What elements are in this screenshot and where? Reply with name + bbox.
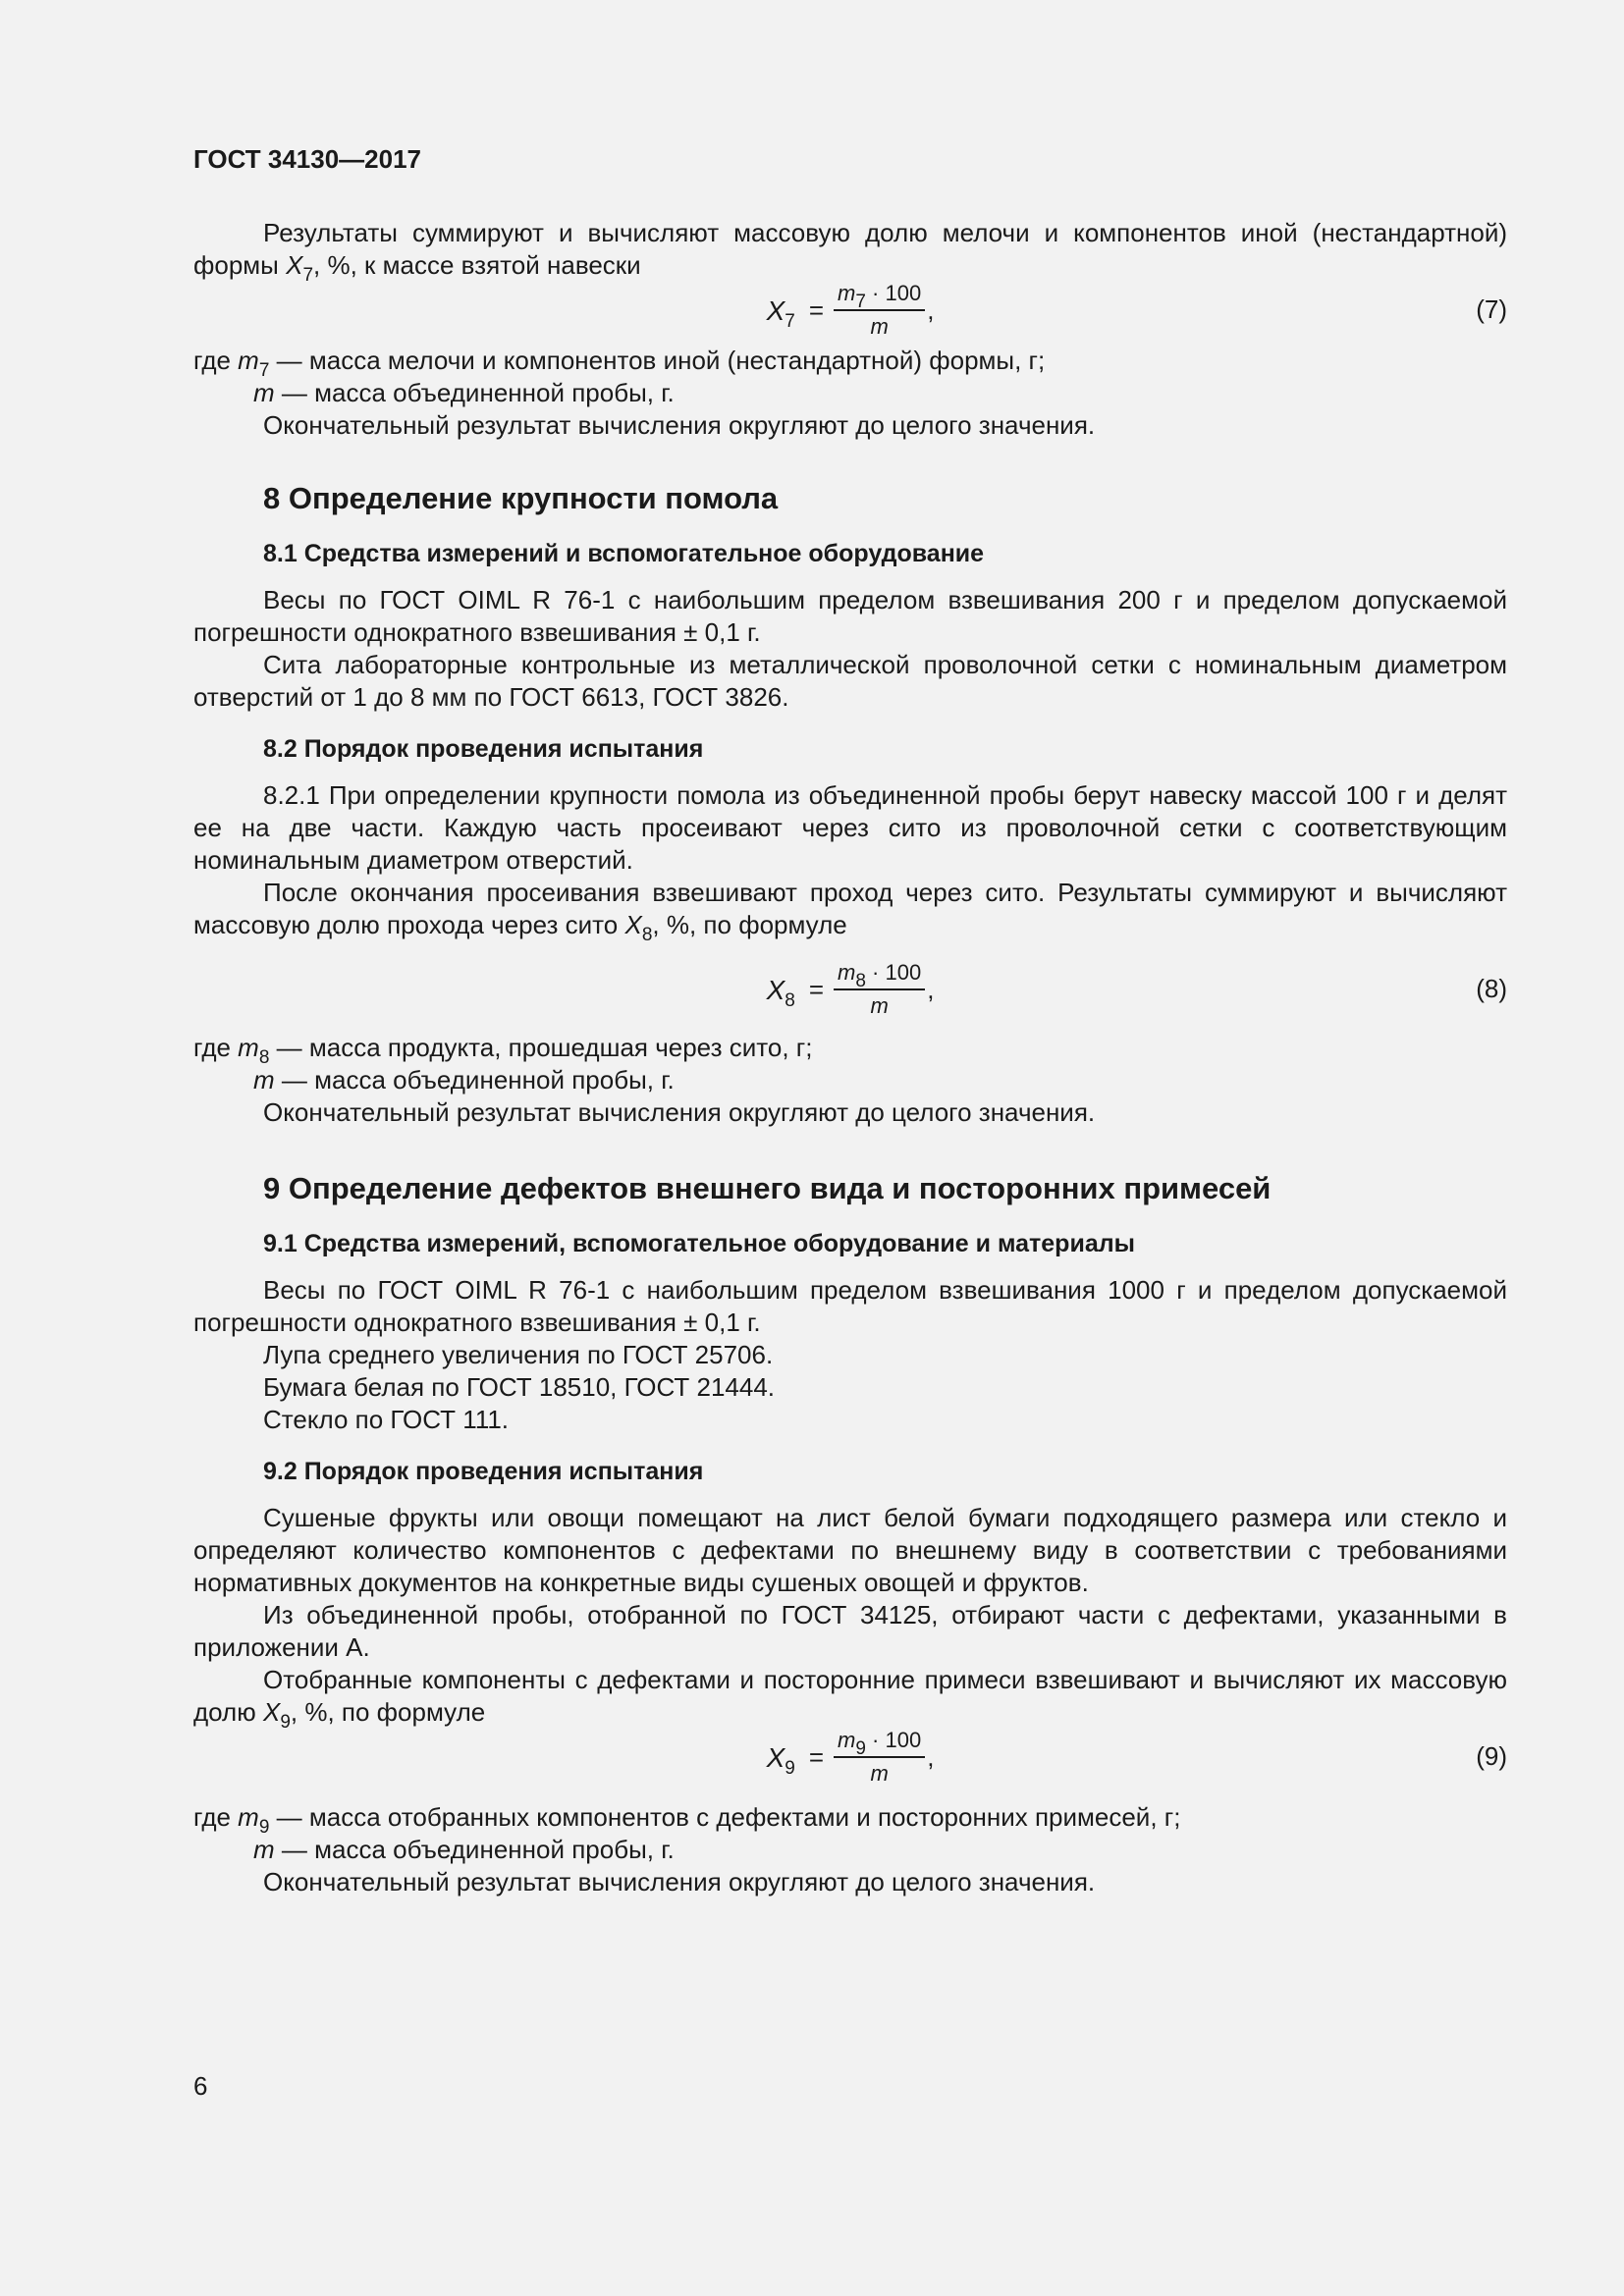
paragraph: Весы по ГОСТ OIML R 76-1 с наибольшим пределом взвешивания 200 г и пределом допускаемой погрешности однократного взвешивания ± 0,1 г. (193, 585, 1507, 647)
formula-lhs: X (766, 294, 785, 326)
subscript: 9 (280, 1712, 291, 1733)
variable: m (253, 378, 275, 407)
subscript: 7 (258, 360, 270, 381)
formula-number: (8) (1476, 974, 1507, 1003)
where-line (193, 1801, 1507, 1838)
text: , %, к массе взятой навески (313, 250, 641, 280)
final-result-note: Окончательный результат вычисления округляют до целого значения. (263, 1867, 1096, 1896)
formula-lhs-sub: 9 (785, 1757, 795, 1779)
numerator-rest: · 100 (865, 960, 922, 985)
text: После окончания просеивания взвешивают проход через сито. Результаты суммируют и вычисляют массовую долю прохода через сито (193, 878, 1507, 939)
subscript: 7 (302, 265, 314, 286)
final-result-note: Окончательный результат вычисления округляют до целого значения. (263, 410, 1096, 440)
paragraph: Из объединенной пробы, отобранной по ГОСТ 34125, отбирают части с дефектами, указанными в приложении А. (193, 1600, 1507, 1662)
formula-number: (7) (1476, 294, 1507, 324)
numerator-var: m (838, 281, 856, 305)
document-id-header: ГОСТ 34130—2017 (193, 144, 421, 174)
formula-7 (193, 270, 1507, 350)
subsection-8-2-title: 8.2 Порядок проведения испытания (263, 735, 704, 763)
text: , %, по формуле (290, 1697, 486, 1727)
text: — масса мелочи и компонентов иной (нестандартной) формы, г; (269, 346, 1046, 375)
numerator-sub: 9 (855, 1738, 866, 1759)
subsection-9-2-title: 9.2 Порядок проведения испытания (263, 1458, 704, 1485)
text: — масса продукта, прошедшая через сито, г; (269, 1033, 813, 1062)
text: где (193, 1802, 239, 1832)
formula-9 (193, 1717, 1507, 1797)
variable: m (253, 1835, 275, 1864)
page-number: 6 (193, 2071, 208, 2101)
variable: X (262, 1697, 281, 1727)
formula-comma: , (927, 1741, 935, 1772)
page-content (193, 143, 1507, 1898)
paragraph: 8.2.1 При определении крупности помола из объединенной пробы берут навеску массой 100 г и делят ее на две части. Каждую часть просеивают через сито из проволочной сетки с соответствующим номинальным диаметром отверстий. (193, 780, 1507, 875)
equals-sign: = (808, 974, 825, 1004)
variable: m (253, 1065, 275, 1095)
variable: X (624, 910, 642, 939)
denominator: m (870, 993, 889, 1018)
variable: X (286, 250, 303, 280)
text: — масса объединенной пробы, г. (274, 1835, 675, 1864)
formula-comma: , (927, 294, 935, 325)
formula-comma: , (927, 974, 935, 1004)
section-8-title: 8 Определение крупности помола (263, 481, 779, 515)
where-line (193, 1032, 1507, 1068)
formula-lhs: X (766, 974, 785, 1005)
text: Результаты суммируют и вычисляют массовую долю мелочи и компонентов иной (нестандартной) формы (193, 218, 1507, 280)
numerator-sub: 8 (855, 971, 866, 991)
numerator-var: m (838, 1728, 856, 1752)
paragraph: Сушеные фрукты или овощи помещают на лист белой бумаги подходящего размера или стекло и определяют количество компонентов с дефектами по внешнему виду в соответствии с требованиями нормативных документов на конкретные виды сушеных овощей и фруктов. (193, 1503, 1507, 1597)
text: Отобранные компоненты с дефектами и посторонние примеси взвешивают и вычисляют их массовую долю (193, 1665, 1507, 1727)
equals-sign: = (808, 294, 825, 325)
numerator-rest: · 100 (865, 1728, 922, 1752)
text: — масса отобранных компонентов с дефектами и посторонних примесей, г; (269, 1802, 1181, 1832)
final-result-note: Окончательный результат вычисления округляют до целого значения. (263, 1097, 1096, 1127)
formula-lhs-sub: 7 (785, 310, 795, 332)
formula-lhs-sub: 8 (785, 989, 795, 1011)
variable: m (238, 1802, 259, 1832)
subsection-9-1-title: 9.1 Средства измерений, вспомогательное оборудование и материалы (263, 1230, 1135, 1257)
section-9-title: 9 Определение дефектов внешнего вида и посторонних примесей (263, 1171, 1272, 1205)
variable: m (238, 1033, 259, 1062)
subscript: 8 (258, 1047, 270, 1068)
m-definition (193, 377, 1507, 409)
subsection-8-1-title: 8.1 Средства измерений и вспомогательное оборудование (263, 540, 985, 567)
numerator-rest: · 100 (865, 281, 922, 305)
subscript: 8 (641, 925, 653, 945)
fraction (834, 960, 925, 1019)
equals-sign: = (808, 1741, 825, 1772)
paragraph: Весы по ГОСТ OIML R 76-1 с наибольшим пределом взвешивания 1000 г и пределом допускаемой погрешности однократного взвешивания ± 0,1 г. (193, 1275, 1507, 1337)
paragraph (193, 877, 1507, 945)
fraction (834, 1728, 925, 1787)
numerator-sub: 7 (855, 292, 866, 312)
text: , %, по формуле (652, 910, 847, 939)
variable: m (238, 346, 259, 375)
formula-number: (9) (1476, 1741, 1507, 1771)
fraction (834, 281, 925, 340)
text: где (193, 346, 239, 375)
formula-lhs: X (766, 1741, 785, 1773)
denominator: m (870, 1761, 889, 1786)
formula-8 (193, 949, 1507, 1030)
paragraph: Стекло по ГОСТ 111. (263, 1405, 510, 1434)
subscript: 9 (258, 1817, 270, 1838)
text: где (193, 1033, 239, 1062)
text: — масса объединенной пробы, г. (274, 1065, 675, 1095)
paragraph: Сита лабораторные контрольные из металлической проволочной сетки с номинальным диаметром отверстий от 1 до 8 мм по ГОСТ 6613, ГОСТ 3826. (193, 650, 1507, 712)
denominator: m (870, 314, 889, 339)
paragraph: Бумага белая по ГОСТ 18510, ГОСТ 21444. (263, 1372, 776, 1402)
paragraph: Лупа среднего увеличения по ГОСТ 25706. (263, 1340, 774, 1369)
text: — масса объединенной пробы, г. (274, 378, 675, 407)
m-definition (193, 1834, 1507, 1866)
numerator-var: m (838, 960, 856, 985)
m-definition (193, 1064, 1507, 1096)
